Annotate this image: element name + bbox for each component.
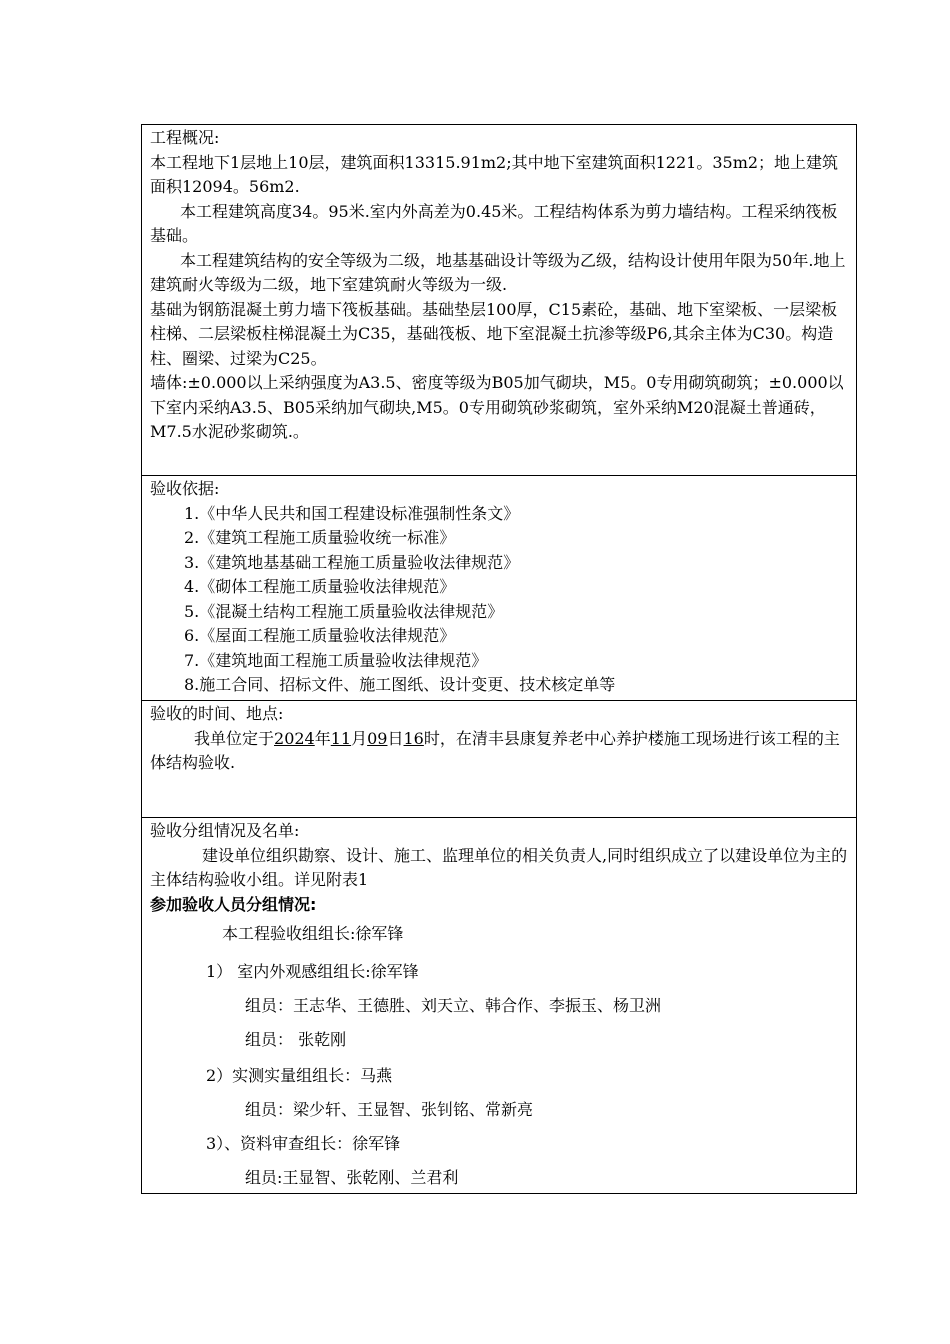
overview-para3: 本工程建筑结构的安全等级为二级，地基基础设计等级为乙级，结构设计使用年限为50年.地上建筑耐火等级为二级，地下室建筑耐火等级为一级. xyxy=(150,250,846,294)
overview-para2: 本工程建筑高度34。95米.室内外高差为0.45米。工程结构体系为剪力墙结构。工程采纳筏板基础。 xyxy=(150,201,838,245)
basis-item: 3.《建筑地基基础工程施工质量验收法律规范》 xyxy=(184,552,520,572)
time-hour: 16 xyxy=(403,728,424,748)
time-place-heading: 验收的时间、地点: xyxy=(150,704,284,723)
groups-cell xyxy=(142,817,856,1193)
group3-title: 3）、资料审查组长：徐军锋 xyxy=(206,1134,401,1153)
time-month: 11 xyxy=(330,728,352,748)
acceptance-report-table xyxy=(141,124,857,1194)
overview-heading: 工程概况: xyxy=(150,128,220,147)
group3-members: 组员:王显智、张乾刚、兰君利 xyxy=(245,1168,459,1187)
time-year-unit: 年 xyxy=(314,728,331,748)
time-day-unit: 日 xyxy=(387,728,404,748)
groups-leader: 本工程验收组组长:徐军锋 xyxy=(222,924,404,943)
basis-heading: 验收依据: xyxy=(150,479,220,498)
group1-title: 1） 室内外观感组组长:徐军锋 xyxy=(206,962,419,981)
time-day: 09 xyxy=(367,728,388,748)
overview-para4: 基础为钢筋混凝土剪力墙下筏板基础。基础垫层100厚，C15素砼，基础、地下室梁板、一层梁板柱梯、二层梁板柱梯混凝土为C35，基础筏板、地下室混凝土抗渗等级P6,其余主体为C30。构造柱、圈梁、过梁为C25。 xyxy=(150,299,838,368)
time-place-text xyxy=(150,727,850,776)
time-month-unit: 月 xyxy=(351,728,368,748)
groups-intro: 建设单位组织勘察、设计、施工、监理单位的相关负责人,同时组织成立了以建设单位为主的主体结构验收小组。详见附表1 xyxy=(150,845,848,889)
basis-item: 2.《建筑工程施工质量验收统一标准》 xyxy=(184,528,456,547)
basis-item: 4.《砌体工程施工质量验收法律规范》 xyxy=(184,577,456,596)
basis-item: 5.《混凝土结构工程施工质量验收法律规范》 xyxy=(184,601,504,621)
basis-item: 6.《屋面工程施工质量验收法律规范》 xyxy=(184,626,456,645)
group2-members: 组员：梁少轩、王显智、张钊铭、常新亮 xyxy=(245,1100,534,1119)
group1-members: 组员：王志华、王德胜、刘天立、韩合作、李振玉、杨卫洲 xyxy=(245,996,662,1015)
time-place-cell xyxy=(142,700,856,817)
basis-item: 8.施工合同、招标文件、施工图纸、设计变更、技术核定单等 xyxy=(184,675,616,694)
acceptance-basis-cell xyxy=(142,475,856,700)
project-overview-cell xyxy=(142,125,856,475)
basis-item: 1.《中华人民共和国工程建设标准强制性条文》 xyxy=(184,503,520,523)
time-suffix: 时，在清丰县康复养老中心养护楼施工现场进行该工程的主体结构验收. xyxy=(150,728,840,772)
group1-members-extra: 组员： 张乾刚 xyxy=(245,1030,347,1049)
group2-title: 2）实测实量组组长：马燕 xyxy=(206,1066,393,1085)
overview-line1: 本工程地下1层地上10层，建筑面积13315.91m2;其中地下室建筑面积1221。35m2；地上建筑面积12094。56m2. xyxy=(150,152,839,196)
time-year: 2024 xyxy=(274,728,315,748)
time-prefix: 我单位定于 xyxy=(194,728,275,748)
groups-bold-heading: 参加验收人员分组情况: xyxy=(150,894,317,914)
basis-item: 7.《建筑地面工程施工质量验收法律规范》 xyxy=(184,650,488,670)
groups-heading: 验收分组情况及名单: xyxy=(150,821,300,840)
overview-para5: 墙体:±0.000以上采纳强度为A3.5、密度等级为B05加气砌块，M5。0专用砌筑砌筑；±0.000以下室内采纳A3.5、B05采纳加气砌块,M5。0专用砌筑砂浆砌筑，室外采纳M20混凝土普通砖，M7.5水泥砂浆砌筑.。 xyxy=(150,373,844,441)
